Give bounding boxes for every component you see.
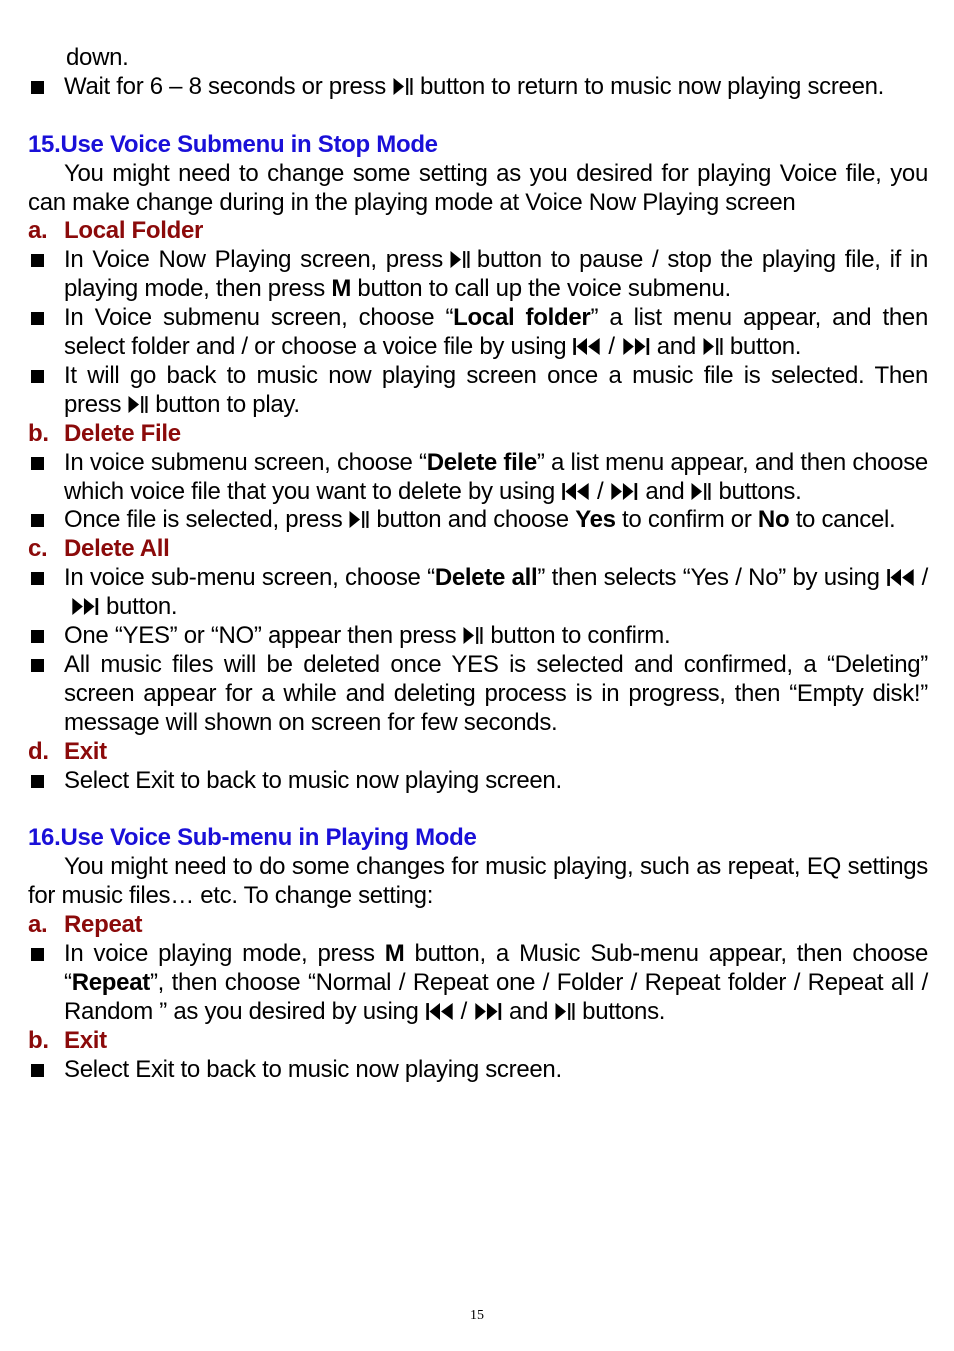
page-number: 15	[470, 1308, 484, 1323]
bullet-item: Wait for 6 – 8 seconds or press button to return to music now playing screen.	[28, 73, 928, 102]
play-pause-icon	[554, 1002, 576, 1021]
subsection-heading: a. Repeat	[28, 911, 143, 939]
bullet-square-icon	[28, 449, 64, 507]
bullet-item: In voice sub-menu screen, choose “Delete all” then selects “Yes / No” by using / button.	[28, 564, 928, 622]
play-pause-icon	[702, 337, 724, 356]
subsection-heading: d. Exit	[28, 737, 107, 765]
bullet-item: In Voice Now Playing screen, press button to pause / stop the playing file, if in playing mode, then press M button to call up the voice submenu.	[28, 246, 928, 304]
bullet-item: One “YES” or “NO” appear then press button to confirm.	[28, 622, 928, 651]
subsection-heading: a. Local Folder	[28, 217, 204, 245]
bullet-square-icon	[28, 564, 64, 622]
bullet-square-icon	[28, 304, 64, 362]
bullet-item: In voice playing mode, press M button, a Music Sub-menu appear, then choose “Repeat”, then choose “Normal / Repeat one / Folder / Repeat folder / Repeat all / Random ” as you desired by using / and buttons.	[28, 940, 928, 1027]
bullet-square-icon	[28, 622, 64, 651]
bullet-square-icon	[28, 73, 64, 102]
play-pause-icon	[449, 250, 471, 269]
skip-next-icon	[621, 337, 651, 356]
section-heading: 16.Use Voice Sub-menu in Playing Mode	[28, 824, 477, 852]
bullet-square-icon	[28, 651, 64, 738]
play-pause-icon	[348, 510, 370, 529]
bullet-square-icon	[28, 506, 64, 535]
skip-next-icon	[70, 597, 100, 616]
section-intro: You might need to do some changes for music playing, such as repeat, EQ settings for music files… etc. To change setting:	[28, 853, 928, 910]
skip-next-icon	[609, 482, 639, 501]
bullet-item: In Voice submenu screen, choose “Local folder” a list menu appear, and then select folder and / or choose a voice file by using / and button.	[28, 304, 928, 362]
bullet-item: All music files will be deleted once YES is selected and confirmed, a “Deleting” screen appear for a while and deleting process is in progress, then “Empty disk!” message will shown on screen for few seconds.	[28, 651, 928, 738]
play-pause-icon	[392, 77, 414, 96]
subsection-heading: b. Exit	[28, 1026, 107, 1054]
play-pause-icon	[462, 626, 484, 645]
skip-previous-icon	[425, 1002, 455, 1021]
bullet-square-icon	[28, 362, 64, 420]
play-pause-icon	[690, 482, 712, 501]
skip-previous-icon	[886, 568, 916, 587]
subsection-heading: b. Delete File	[28, 419, 181, 447]
continued-text: down.	[66, 44, 129, 71]
section-intro: You might need to change some setting as you desired for playing Voice file, you can make change during in the playing mode at Voice Now Playing screen	[28, 159, 928, 216]
bullet-item: In voice submenu screen, choose “Delete file” a list menu appear, and then choose which voice file that you want to delete by using / and buttons.	[28, 449, 928, 507]
play-pause-icon	[127, 395, 149, 414]
bullet-square-icon	[28, 1056, 64, 1085]
skip-previous-icon	[572, 337, 602, 356]
bullet-item: Select Exit to back to music now playing screen.	[28, 767, 928, 796]
bullet-item: Once file is selected, press button and choose Yes to confirm or No to cancel.	[28, 506, 928, 535]
section-heading: 15.Use Voice Submenu in Stop Mode	[28, 130, 438, 158]
bullet-square-icon	[28, 767, 64, 796]
skip-next-icon	[473, 1002, 503, 1021]
bullet-item: Select Exit to back to music now playing screen.	[28, 1056, 928, 1085]
bullet-item: It will go back to music now playing screen once a music file is selected. Then press button to play.	[28, 362, 928, 420]
bullet-square-icon	[28, 940, 64, 1027]
document-page	[28, 44, 928, 1085]
skip-previous-icon	[561, 482, 591, 501]
subsection-heading: c. Delete All	[28, 535, 170, 563]
bullet-square-icon	[28, 246, 64, 304]
